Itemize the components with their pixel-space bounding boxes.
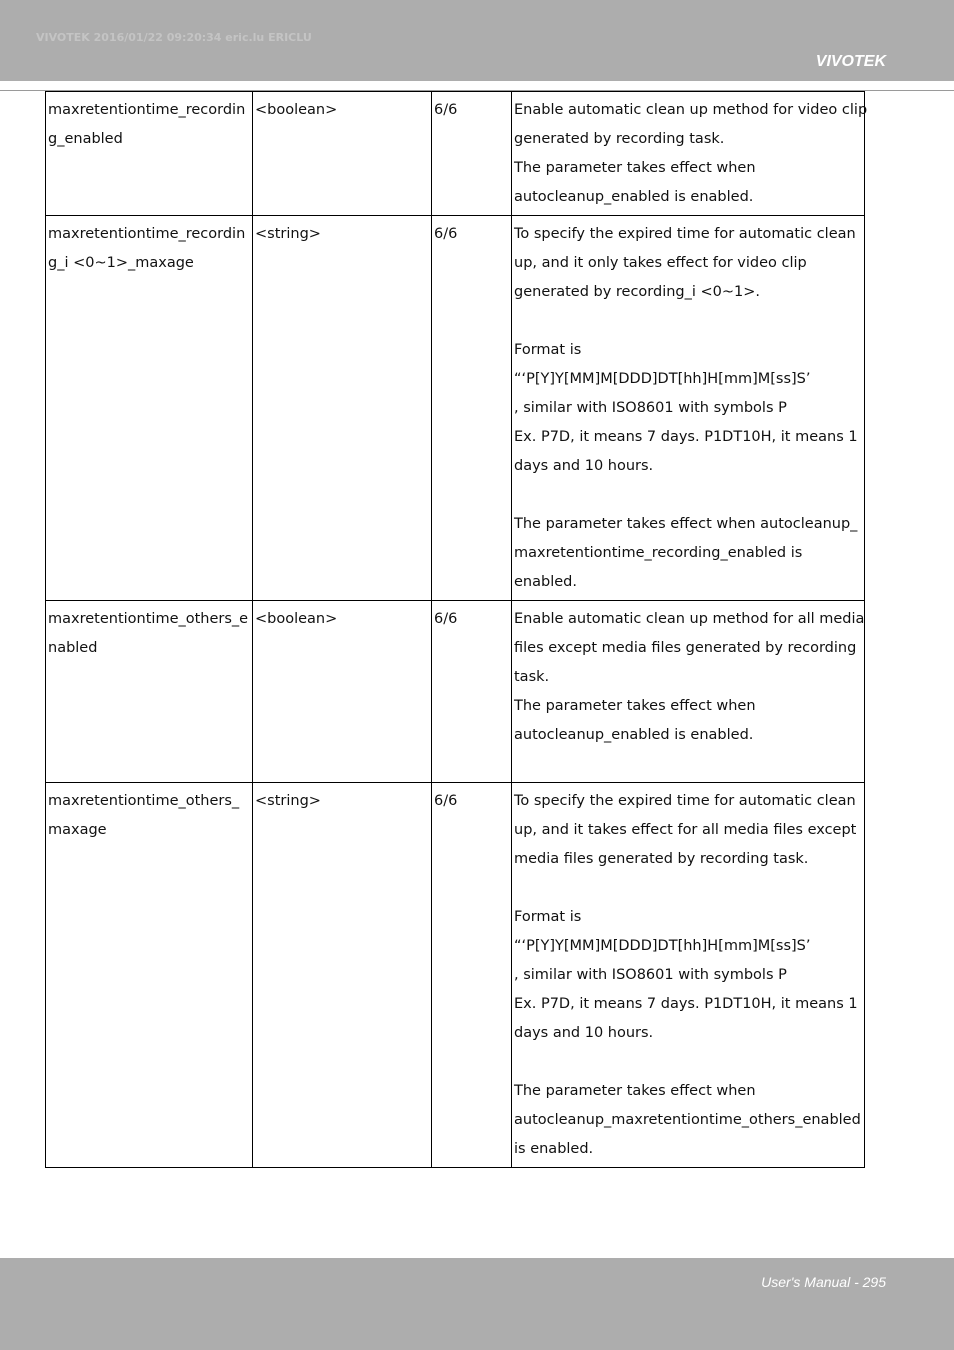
parameter-name-cell <box>46 216 253 601</box>
parameter-name-line: maxretentiontime_recordin <box>48 226 246 242</box>
parameter-value-type: <string> <box>255 226 321 242</box>
description-line: The parameter takes effect when autocleanup_ <box>514 516 858 532</box>
description-line <box>514 750 862 779</box>
description-line: autocleanup_enabled is enabled. <box>514 727 754 743</box>
description-line: autocleanup_enabled is enabled. <box>514 189 754 205</box>
parameter-name-line: g_enabled <box>48 131 123 147</box>
print-watermark: VIVOTEK 2016/01/22 09:20:34 eric.lu ERICLU <box>36 31 312 44</box>
parameter-value-cell <box>253 216 432 601</box>
parameter-name-line: maxretentiontime_recordin <box>48 102 246 118</box>
description-line: maxretentiontime_recording_enabled is <box>514 545 803 561</box>
description-line: To specify the expired time for automatic clean <box>514 793 856 809</box>
parameter-description-cell <box>512 92 868 216</box>
description-line <box>514 481 862 510</box>
parameter-description-cell <box>512 783 865 1168</box>
description-line: To specify the expired time for automatic clean <box>514 226 856 242</box>
parameter-value-cell <box>253 783 432 1168</box>
parameter-security-cell <box>432 216 512 601</box>
parameter-security-cell <box>432 92 512 216</box>
description-line: autocleanup_maxretentiontime_others_enabled <box>514 1112 861 1128</box>
description-line: , similar with ISO8601 with symbols P <box>514 400 787 416</box>
parameter-value-cell <box>253 601 432 783</box>
description-line: Enable automatic clean up method for video clip <box>514 102 868 118</box>
description-line: files except media files generated by recording <box>514 640 857 656</box>
page-header <box>0 0 954 81</box>
parameter-value-type: <boolean> <box>255 611 338 627</box>
parameter-security-level: 6/6 <box>434 793 458 809</box>
parameter-name-line: g_i <0~1>_maxage <box>48 255 194 271</box>
parameter-description-cell <box>512 216 865 601</box>
description-line: task. <box>514 669 550 685</box>
description-line: Format is <box>514 909 582 925</box>
description-line: generated by recording_i <0~1>. <box>514 284 761 300</box>
description-line: , similar with ISO8601 with symbols P <box>514 967 787 983</box>
parameter-security-level: 6/6 <box>434 611 458 627</box>
description-line: The parameter takes effect when <box>514 698 756 714</box>
description-line: days and 10 hours. <box>514 1025 654 1041</box>
parameter-table <box>45 91 868 1168</box>
parameter-name-cell <box>46 601 253 783</box>
description-line <box>514 307 862 336</box>
page-number: User's Manual - 295 <box>761 1274 886 1290</box>
parameter-security-level: 6/6 <box>434 102 458 118</box>
description-line <box>514 1048 862 1077</box>
description-line: “‘P[Y]Y[MM]M[DDD]DT[hh]H[mm]M[ss]S’ <box>514 371 811 387</box>
parameter-name-line: maxage <box>48 822 107 838</box>
description-line: Ex. P7D, it means 7 days. P1DT10H, it means 1 <box>514 996 858 1012</box>
table-row <box>46 783 865 1168</box>
parameter-security-cell <box>432 783 512 1168</box>
description-line: Ex. P7D, it means 7 days. P1DT10H, it means 1 <box>514 429 858 445</box>
table-row <box>46 92 865 216</box>
description-line: “‘P[Y]Y[MM]M[DDD]DT[hh]H[mm]M[ss]S’ <box>514 938 811 954</box>
parameter-name-line: maxretentiontime_others_e <box>48 611 249 627</box>
parameter-description-cell <box>512 601 865 783</box>
description-line: The parameter takes effect when <box>514 160 756 176</box>
description-line <box>514 874 862 903</box>
description-line: is enabled. <box>514 1141 594 1157</box>
description-line: up, and it takes effect for all media files except <box>514 822 857 838</box>
parameter-value-type: <boolean> <box>255 102 338 118</box>
description-line: media files generated by recording task. <box>514 851 809 867</box>
parameter-value-type: <string> <box>255 793 321 809</box>
table-row <box>46 216 865 601</box>
page-footer <box>0 1258 954 1350</box>
description-line: up, and it only takes effect for video clip <box>514 255 807 271</box>
description-line: generated by recording task. <box>514 131 725 147</box>
description-line: enabled. <box>514 574 577 590</box>
parameter-security-cell <box>432 601 512 783</box>
parameter-table-body <box>46 92 868 1168</box>
table-row <box>46 601 865 783</box>
description-line: Format is <box>514 342 582 358</box>
brand-logo-text: VIVOTEK <box>815 53 886 70</box>
parameter-name-line: maxretentiontime_others_ <box>48 793 240 809</box>
description-line: Enable automatic clean up method for all media <box>514 611 865 627</box>
parameter-value-cell <box>253 92 432 216</box>
parameter-name-cell <box>46 783 253 1168</box>
description-line: The parameter takes effect when <box>514 1083 756 1099</box>
description-line: days and 10 hours. <box>514 458 654 474</box>
parameter-name-line: nabled <box>48 640 98 656</box>
parameter-security-level: 6/6 <box>434 226 458 242</box>
parameter-name-cell <box>46 92 253 216</box>
